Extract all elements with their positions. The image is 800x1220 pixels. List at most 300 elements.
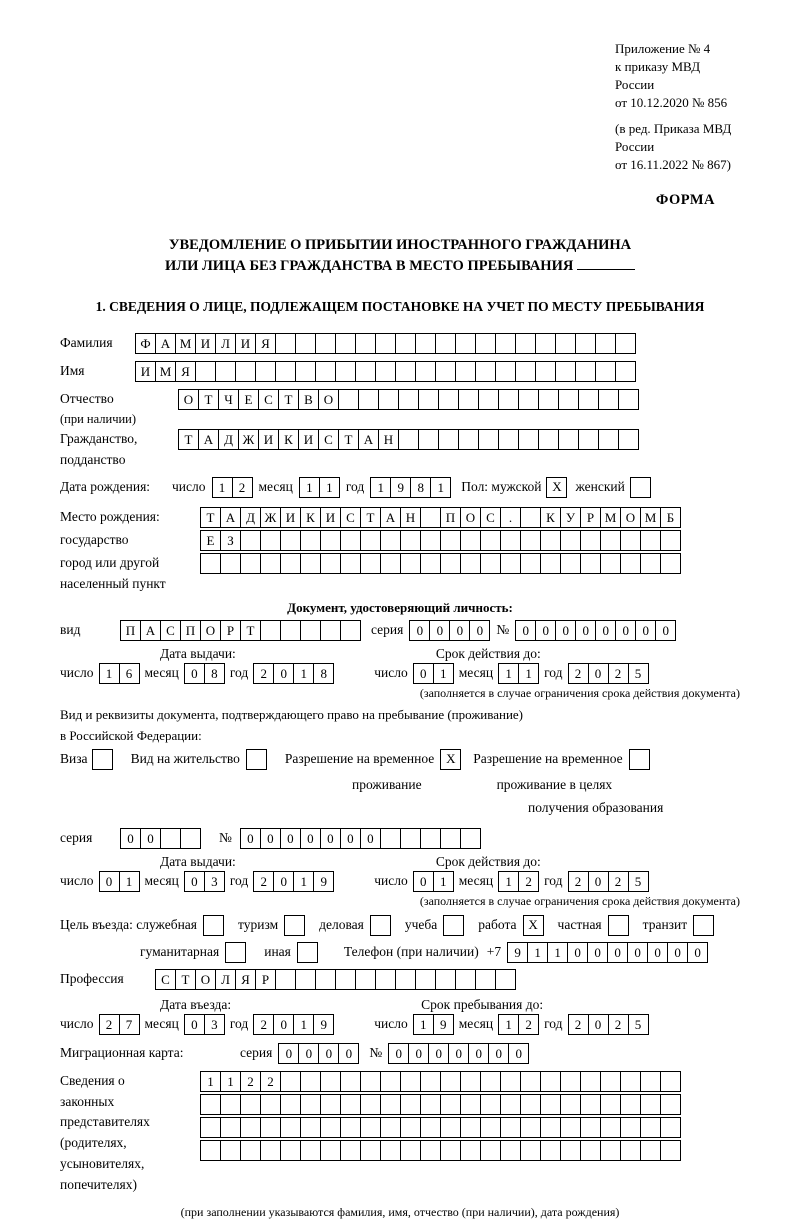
char-cell[interactable] [438, 389, 459, 410]
char-cell[interactable] [360, 553, 381, 574]
char-cell[interactable]: 0 [667, 942, 688, 963]
char-cell[interactable]: 1 [119, 871, 140, 892]
char-cell[interactable] [460, 1117, 481, 1138]
char-cell[interactable]: 1 [498, 871, 519, 892]
char-cell[interactable]: 2 [232, 477, 253, 498]
char-cell[interactable]: 0 [607, 942, 628, 963]
char-cell[interactable]: 0 [687, 942, 708, 963]
char-cell[interactable] [578, 389, 599, 410]
migration-series-input[interactable] [278, 1043, 359, 1064]
char-cell[interactable] [420, 828, 441, 849]
char-cell[interactable]: 8 [204, 663, 225, 684]
char-cell[interactable] [455, 969, 476, 990]
char-cell[interactable] [280, 1094, 301, 1115]
char-cell[interactable] [420, 530, 441, 551]
char-cell[interactable] [535, 333, 556, 354]
char-cell[interactable] [600, 553, 621, 574]
char-cell[interactable] [500, 1140, 521, 1161]
char-cell[interactable] [500, 1094, 521, 1115]
char-cell[interactable]: С [160, 620, 181, 641]
char-cell[interactable] [320, 1071, 341, 1092]
char-cell[interactable] [540, 1140, 561, 1161]
char-cell[interactable] [520, 1071, 541, 1092]
char-cell[interactable]: Ж [238, 429, 259, 450]
char-cell[interactable] [395, 969, 416, 990]
char-cell[interactable]: 0 [635, 620, 656, 641]
char-cell[interactable] [280, 530, 301, 551]
char-cell[interactable] [555, 361, 576, 382]
char-cell[interactable]: 7 [119, 1014, 140, 1035]
char-cell[interactable] [395, 361, 416, 382]
char-cell[interactable] [200, 553, 221, 574]
char-cell[interactable] [540, 530, 561, 551]
char-cell[interactable] [220, 1117, 241, 1138]
char-cell[interactable] [495, 969, 516, 990]
char-cell[interactable] [440, 1117, 461, 1138]
char-cell[interactable] [440, 828, 461, 849]
char-cell[interactable] [380, 1071, 401, 1092]
char-cell[interactable] [240, 530, 261, 551]
char-cell[interactable]: Т [338, 429, 359, 450]
char-cell[interactable]: М [155, 361, 176, 382]
char-cell[interactable] [280, 553, 301, 574]
doc-valid-month-input[interactable] [498, 663, 539, 684]
char-cell[interactable] [320, 1094, 341, 1115]
char-cell[interactable]: А [198, 429, 219, 450]
char-cell[interactable] [400, 828, 421, 849]
char-cell[interactable] [540, 1094, 561, 1115]
birthplace-line-1-input[interactable] [200, 507, 681, 528]
representatives-line-2-input[interactable] [200, 1094, 681, 1115]
char-cell[interactable] [360, 1140, 381, 1161]
char-cell[interactable] [580, 530, 601, 551]
char-cell[interactable]: 0 [273, 1014, 294, 1035]
char-cell[interactable]: 0 [488, 1043, 509, 1064]
char-cell[interactable]: И [195, 333, 216, 354]
stay-month-input[interactable] [498, 1014, 539, 1035]
char-cell[interactable]: 0 [588, 1014, 609, 1035]
char-cell[interactable]: С [480, 507, 501, 528]
char-cell[interactable] [540, 1117, 561, 1138]
char-cell[interactable]: У [560, 507, 581, 528]
char-cell[interactable] [440, 1071, 461, 1092]
char-cell[interactable] [660, 1117, 681, 1138]
char-cell[interactable] [295, 969, 316, 990]
char-cell[interactable] [498, 389, 519, 410]
char-cell[interactable] [620, 1094, 641, 1115]
char-cell[interactable] [435, 361, 456, 382]
birth-year-input[interactable] [370, 477, 451, 498]
char-cell[interactable] [280, 1140, 301, 1161]
char-cell[interactable]: А [220, 507, 241, 528]
surname-input[interactable] [135, 333, 636, 354]
char-cell[interactable] [480, 553, 501, 574]
char-cell[interactable]: 0 [508, 1043, 529, 1064]
char-cell[interactable]: Ф [135, 333, 156, 354]
char-cell[interactable]: К [278, 429, 299, 450]
migration-number-input[interactable] [388, 1043, 529, 1064]
char-cell[interactable] [260, 620, 281, 641]
char-cell[interactable] [295, 333, 316, 354]
char-cell[interactable]: И [320, 507, 341, 528]
char-cell[interactable]: 1 [293, 1014, 314, 1035]
char-cell[interactable] [355, 361, 376, 382]
char-cell[interactable]: 0 [388, 1043, 409, 1064]
char-cell[interactable]: 5 [628, 1014, 649, 1035]
char-cell[interactable] [220, 1094, 241, 1115]
char-cell[interactable] [340, 530, 361, 551]
char-cell[interactable] [358, 389, 379, 410]
char-cell[interactable]: 0 [588, 871, 609, 892]
char-cell[interactable] [320, 553, 341, 574]
char-cell[interactable] [595, 361, 616, 382]
char-cell[interactable] [500, 1117, 521, 1138]
char-cell[interactable] [520, 1094, 541, 1115]
char-cell[interactable]: Я [235, 969, 256, 990]
char-cell[interactable] [515, 361, 536, 382]
char-cell[interactable] [315, 333, 336, 354]
char-cell[interactable] [480, 1094, 501, 1115]
char-cell[interactable]: 0 [260, 828, 281, 849]
char-cell[interactable]: В [298, 389, 319, 410]
char-cell[interactable] [580, 1071, 601, 1092]
char-cell[interactable]: Н [378, 429, 399, 450]
char-cell[interactable] [615, 361, 636, 382]
char-cell[interactable] [420, 553, 441, 574]
char-cell[interactable] [495, 361, 516, 382]
char-cell[interactable] [460, 828, 481, 849]
char-cell[interactable] [378, 389, 399, 410]
char-cell[interactable]: 1 [370, 477, 391, 498]
char-cell[interactable] [420, 1094, 441, 1115]
char-cell[interactable]: 1 [99, 663, 120, 684]
char-cell[interactable] [420, 1117, 441, 1138]
char-cell[interactable] [355, 333, 376, 354]
char-cell[interactable] [520, 1140, 541, 1161]
char-cell[interactable] [400, 1117, 421, 1138]
char-cell[interactable] [380, 530, 401, 551]
char-cell[interactable] [420, 507, 441, 528]
purpose-0-checkbox[interactable] [203, 915, 224, 936]
char-cell[interactable] [518, 389, 539, 410]
char-cell[interactable]: 1 [319, 477, 340, 498]
char-cell[interactable] [415, 333, 436, 354]
char-cell[interactable] [515, 333, 536, 354]
stay-valid-month-input[interactable] [498, 871, 539, 892]
char-cell[interactable] [660, 553, 681, 574]
char-cell[interactable] [600, 1071, 621, 1092]
char-cell[interactable] [620, 530, 641, 551]
char-cell[interactable] [480, 1117, 501, 1138]
char-cell[interactable]: 1 [433, 871, 454, 892]
char-cell[interactable]: Е [238, 389, 259, 410]
char-cell[interactable] [275, 969, 296, 990]
char-cell[interactable] [260, 1117, 281, 1138]
char-cell[interactable]: Ч [218, 389, 239, 410]
char-cell[interactable] [215, 361, 236, 382]
purpose-humanitarian-checkbox[interactable] [225, 942, 246, 963]
char-cell[interactable]: 0 [298, 1043, 319, 1064]
char-cell[interactable]: С [155, 969, 176, 990]
char-cell[interactable] [620, 553, 641, 574]
char-cell[interactable] [460, 1140, 481, 1161]
char-cell[interactable]: И [235, 333, 256, 354]
stay-issue-year-input[interactable] [253, 871, 334, 892]
stay-number-input[interactable] [240, 828, 481, 849]
char-cell[interactable] [480, 1140, 501, 1161]
char-cell[interactable] [520, 1117, 541, 1138]
char-cell[interactable] [340, 620, 361, 641]
char-cell[interactable]: 9 [313, 1014, 334, 1035]
char-cell[interactable] [295, 361, 316, 382]
char-cell[interactable]: 6 [119, 663, 140, 684]
char-cell[interactable]: 0 [615, 620, 636, 641]
char-cell[interactable]: 5 [628, 663, 649, 684]
char-cell[interactable] [600, 1140, 621, 1161]
char-cell[interactable]: К [300, 507, 321, 528]
char-cell[interactable] [578, 429, 599, 450]
char-cell[interactable] [380, 1117, 401, 1138]
char-cell[interactable] [200, 1094, 221, 1115]
char-cell[interactable]: 2 [99, 1014, 120, 1035]
char-cell[interactable] [640, 1140, 661, 1161]
char-cell[interactable] [660, 1140, 681, 1161]
char-cell[interactable]: О [620, 507, 641, 528]
char-cell[interactable]: Я [175, 361, 196, 382]
char-cell[interactable]: 0 [587, 942, 608, 963]
char-cell[interactable]: Т [200, 507, 221, 528]
char-cell[interactable] [618, 429, 639, 450]
char-cell[interactable]: 1 [200, 1071, 221, 1092]
char-cell[interactable]: Т [198, 389, 219, 410]
char-cell[interactable] [618, 389, 639, 410]
birthplace-line-3-input[interactable] [200, 553, 681, 574]
char-cell[interactable]: 0 [140, 828, 161, 849]
char-cell[interactable] [418, 429, 439, 450]
char-cell[interactable]: 0 [413, 871, 434, 892]
char-cell[interactable] [440, 1140, 461, 1161]
char-cell[interactable] [560, 1140, 581, 1161]
char-cell[interactable] [460, 1094, 481, 1115]
char-cell[interactable] [400, 553, 421, 574]
birth-day-input[interactable] [212, 477, 253, 498]
char-cell[interactable]: 1 [547, 942, 568, 963]
char-cell[interactable] [320, 1140, 341, 1161]
char-cell[interactable] [580, 1117, 601, 1138]
char-cell[interactable] [580, 553, 601, 574]
char-cell[interactable] [400, 530, 421, 551]
char-cell[interactable]: 1 [413, 1014, 434, 1035]
birth-month-input[interactable] [299, 477, 340, 498]
char-cell[interactable] [560, 1094, 581, 1115]
char-cell[interactable] [375, 333, 396, 354]
char-cell[interactable]: 1 [299, 477, 320, 498]
char-cell[interactable]: 0 [627, 942, 648, 963]
char-cell[interactable]: 3 [204, 1014, 225, 1035]
char-cell[interactable] [360, 530, 381, 551]
stay-day-input[interactable] [413, 1014, 454, 1035]
doc-valid-year-input[interactable] [568, 663, 649, 684]
citizenship-input[interactable] [178, 429, 639, 450]
char-cell[interactable]: Т [278, 389, 299, 410]
char-cell[interactable]: 2 [608, 1014, 629, 1035]
char-cell[interactable]: 0 [240, 828, 261, 849]
char-cell[interactable] [500, 1071, 521, 1092]
char-cell[interactable] [380, 553, 401, 574]
char-cell[interactable] [620, 1071, 641, 1092]
char-cell[interactable] [440, 553, 461, 574]
entry-month-input[interactable] [184, 1014, 225, 1035]
stay-valid-year-input[interactable] [568, 871, 649, 892]
char-cell[interactable] [300, 620, 321, 641]
char-cell[interactable]: Л [215, 333, 236, 354]
char-cell[interactable] [315, 969, 336, 990]
char-cell[interactable] [398, 429, 419, 450]
purpose-4-checkbox[interactable]: X [523, 915, 544, 936]
char-cell[interactable] [280, 1117, 301, 1138]
sex-male-checkbox[interactable]: X [546, 477, 567, 498]
char-cell[interactable] [580, 1140, 601, 1161]
char-cell[interactable] [340, 553, 361, 574]
char-cell[interactable]: 1 [212, 477, 233, 498]
char-cell[interactable]: 0 [184, 871, 205, 892]
char-cell[interactable] [260, 1140, 281, 1161]
char-cell[interactable]: 2 [568, 663, 589, 684]
char-cell[interactable]: 0 [567, 942, 588, 963]
char-cell[interactable]: 2 [240, 1071, 261, 1092]
char-cell[interactable] [640, 1117, 661, 1138]
char-cell[interactable] [520, 553, 541, 574]
char-cell[interactable]: 2 [568, 871, 589, 892]
char-cell[interactable]: 2 [253, 1014, 274, 1035]
char-cell[interactable]: И [280, 507, 301, 528]
char-cell[interactable]: Т [360, 507, 381, 528]
char-cell[interactable]: А [140, 620, 161, 641]
char-cell[interactable]: 1 [433, 663, 454, 684]
char-cell[interactable]: Н [400, 507, 421, 528]
char-cell[interactable] [240, 553, 261, 574]
char-cell[interactable]: К [540, 507, 561, 528]
stay-valid-day-input[interactable] [413, 871, 454, 892]
char-cell[interactable] [200, 1117, 221, 1138]
char-cell[interactable] [480, 1071, 501, 1092]
char-cell[interactable] [380, 828, 401, 849]
char-cell[interactable]: Т [240, 620, 261, 641]
char-cell[interactable] [600, 1117, 621, 1138]
char-cell[interactable] [660, 1071, 681, 1092]
char-cell[interactable] [475, 333, 496, 354]
doc-number-input[interactable] [515, 620, 676, 641]
stay-issue-day-input[interactable] [99, 871, 140, 892]
char-cell[interactable] [558, 389, 579, 410]
char-cell[interactable]: 2 [260, 1071, 281, 1092]
char-cell[interactable] [620, 1140, 641, 1161]
char-cell[interactable]: 0 [429, 620, 450, 641]
char-cell[interactable] [280, 1071, 301, 1092]
char-cell[interactable] [560, 553, 581, 574]
char-cell[interactable]: 3 [204, 871, 225, 892]
char-cell[interactable] [538, 429, 559, 450]
char-cell[interactable]: 8 [410, 477, 431, 498]
char-cell[interactable] [438, 429, 459, 450]
char-cell[interactable] [580, 1094, 601, 1115]
char-cell[interactable] [478, 389, 499, 410]
char-cell[interactable] [598, 429, 619, 450]
char-cell[interactable]: 2 [253, 663, 274, 684]
char-cell[interactable]: О [200, 620, 221, 641]
stay-year-input[interactable] [568, 1014, 649, 1035]
char-cell[interactable]: 1 [527, 942, 548, 963]
char-cell[interactable]: 0 [408, 1043, 429, 1064]
char-cell[interactable] [535, 361, 556, 382]
char-cell[interactable] [400, 1140, 421, 1161]
char-cell[interactable] [455, 361, 476, 382]
edu-residence-checkbox[interactable] [629, 749, 650, 770]
char-cell[interactable] [480, 530, 501, 551]
char-cell[interactable] [435, 333, 456, 354]
char-cell[interactable] [400, 1071, 421, 1092]
char-cell[interactable]: 1 [220, 1071, 241, 1092]
char-cell[interactable]: 0 [449, 620, 470, 641]
char-cell[interactable] [575, 361, 596, 382]
char-cell[interactable]: 0 [647, 942, 668, 963]
char-cell[interactable]: И [298, 429, 319, 450]
char-cell[interactable]: 0 [280, 828, 301, 849]
char-cell[interactable]: 2 [253, 871, 274, 892]
char-cell[interactable] [220, 553, 241, 574]
char-cell[interactable]: 0 [428, 1043, 449, 1064]
char-cell[interactable] [640, 553, 661, 574]
char-cell[interactable] [415, 361, 436, 382]
char-cell[interactable]: С [258, 389, 279, 410]
char-cell[interactable]: 1 [430, 477, 451, 498]
char-cell[interactable] [440, 530, 461, 551]
char-cell[interactable] [260, 553, 281, 574]
char-cell[interactable]: 0 [595, 620, 616, 641]
stay-series-input[interactable] [120, 828, 201, 849]
char-cell[interactable] [260, 530, 281, 551]
char-cell[interactable] [458, 389, 479, 410]
char-cell[interactable] [255, 361, 276, 382]
char-cell[interactable] [340, 1094, 361, 1115]
char-cell[interactable]: П [120, 620, 141, 641]
char-cell[interactable] [538, 389, 559, 410]
char-cell[interactable] [415, 969, 436, 990]
char-cell[interactable] [520, 507, 541, 528]
char-cell[interactable] [455, 333, 476, 354]
char-cell[interactable]: 0 [469, 620, 490, 641]
char-cell[interactable] [300, 553, 321, 574]
char-cell[interactable] [475, 361, 496, 382]
char-cell[interactable]: 0 [360, 828, 381, 849]
char-cell[interactable]: 0 [273, 663, 294, 684]
char-cell[interactable] [360, 1071, 381, 1092]
char-cell[interactable]: 9 [313, 871, 334, 892]
char-cell[interactable] [420, 1071, 441, 1092]
temp-residence-checkbox[interactable]: X [440, 749, 461, 770]
char-cell[interactable] [620, 1117, 641, 1138]
char-cell[interactable]: Л [215, 969, 236, 990]
char-cell[interactable] [300, 1094, 321, 1115]
char-cell[interactable]: 0 [300, 828, 321, 849]
char-cell[interactable] [595, 333, 616, 354]
char-cell[interactable]: П [180, 620, 201, 641]
char-cell[interactable]: 2 [518, 871, 539, 892]
char-cell[interactable] [560, 1071, 581, 1092]
char-cell[interactable] [240, 1094, 261, 1115]
char-cell[interactable] [200, 1140, 221, 1161]
char-cell[interactable]: 1 [518, 663, 539, 684]
